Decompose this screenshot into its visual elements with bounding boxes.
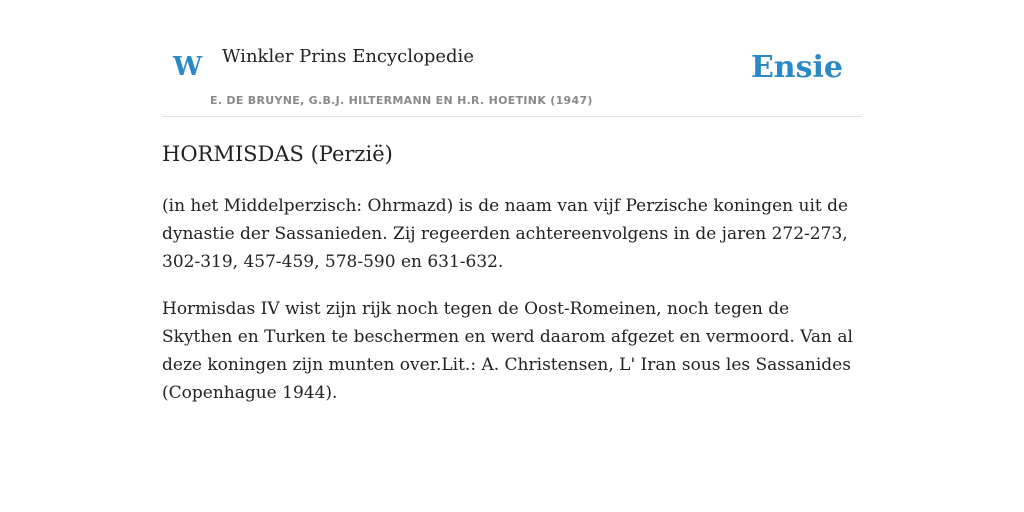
- article-title: HORMISDAS (Perzië): [162, 142, 393, 166]
- ensie-logo[interactable]: Ensie: [750, 50, 843, 85]
- site-title-link[interactable]: Winkler Prins Encyclopedie: [222, 46, 474, 67]
- winkler-prins-logo[interactable]: W: [173, 52, 203, 82]
- article-paragraph: (in het Middelperzisch: Ohrmazd) is de naam van vijf Perzische koningen uit de dynastie der Sassanieden. Zij regeerden achtereenvolgens in de jaren 272-273, 302-319, 457-459, 578-590 en 631-632.: [162, 196, 849, 272]
- site-header: [162, 0, 862, 117]
- source-authors: E. DE BRUYNE, G.B.J. HILTERMANN EN H.R. HOETINK (1947): [210, 94, 593, 107]
- article: [162, 138, 862, 407]
- article-paragraph: Hormisdas IV wist zijn rijk noch tegen de Oost-Romeinen, noch tegen de Skythen en Turken te beschermen en werd daarom afgezet en vermoord. Van al deze koningen zijn munten over.Lit.: A. Christensen, L' Iran sous les Sassanides (Copenhague 1944).: [162, 299, 853, 403]
